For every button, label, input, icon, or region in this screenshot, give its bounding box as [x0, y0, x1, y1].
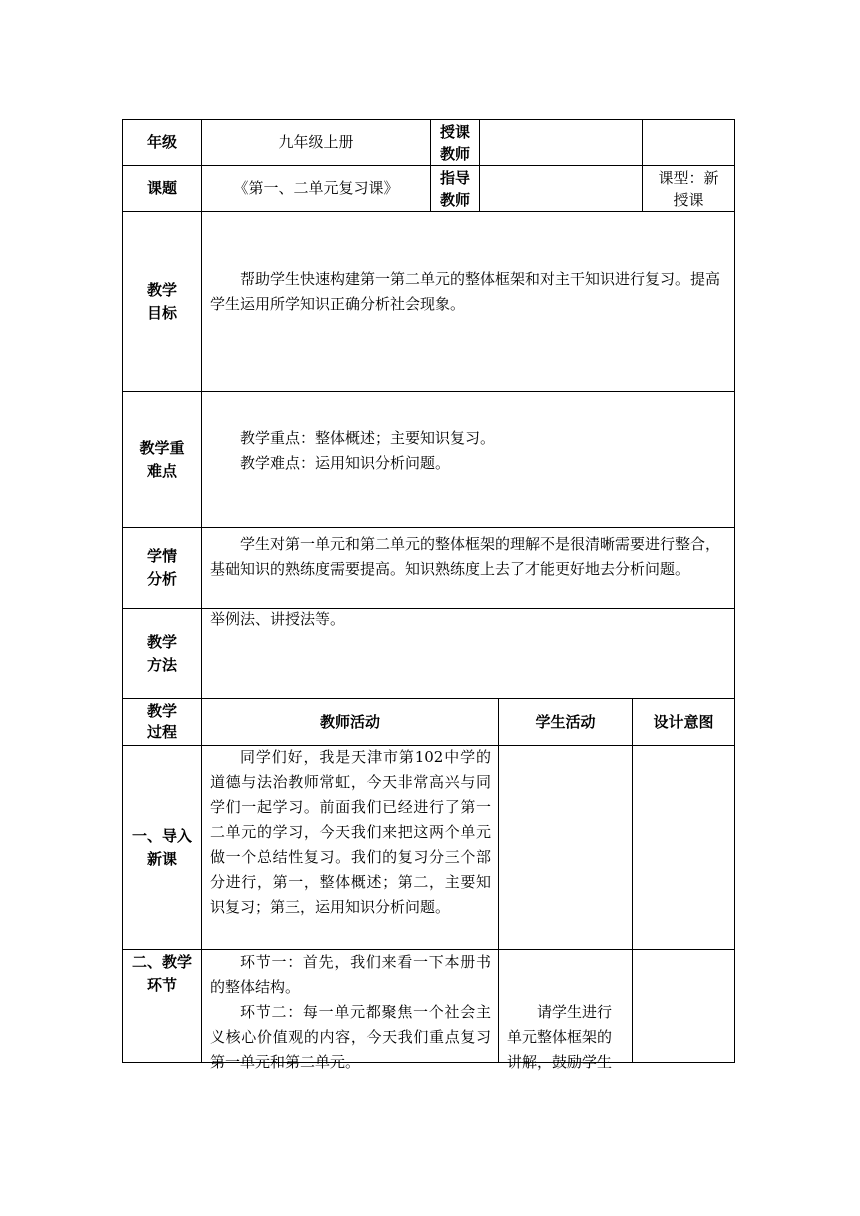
methods-label: 教学方法 [146, 632, 177, 674]
design-intent-header: 设计意图 [653, 712, 714, 731]
guide-teacher-value [480, 166, 642, 211]
section2-label: 二、教学环节 [131, 953, 192, 994]
section1-teacher-activity: 同学们好，我是天津市第102中学的道德与法治教师常虹，今天非常高兴与同学们一起学习。前面我们已经进行了第一二单元的学习，今天我们来把这两个单元做一个总结性复习。我们的复习分三个部分进行，第一，整体概述；第二，主要知识复习；第三，运用知识分析问题。 [210, 748, 491, 916]
methods-text: 举例法、讲授法等。 [210, 610, 346, 628]
key-points-content [202, 426, 734, 476]
key-point-main: 教学重点：整体概述；主要知识复习。 [240, 429, 496, 447]
section1-student-activity [499, 746, 632, 949]
analysis-text: 学生对第一单元和第二单元的整体框架的理解不是很清晰需要进行整合，基础知识的熟练度需要提高。知识熟练度上去了才能更好地去分析问题。 [210, 535, 721, 578]
process-label: 教学过程 [146, 702, 177, 741]
topic-label: 课题 [146, 179, 177, 197]
grade-label: 年级 [146, 133, 177, 151]
grade-extra-value [643, 120, 734, 165]
grade-value: 九年级上册 [278, 133, 354, 151]
lesson-type: 课型：新授课 [658, 168, 719, 209]
key-points-label: 教学重难点 [139, 438, 185, 480]
topic-value: 《第一、二单元复习课》 [233, 179, 399, 197]
teacher-activity-header: 教师活动 [319, 712, 380, 731]
section2-design-intent [633, 950, 734, 1062]
section1-design-intent [633, 746, 734, 949]
section2-teacher-activity [202, 950, 498, 1075]
objectives-label: 教学目标 [146, 280, 177, 322]
section2-student-activity: 请学生进行单元整体框架的讲解，鼓励学生 [507, 1003, 613, 1071]
section2-step2: 环节二：每一单元都聚焦一个社会主义核心价值观的内容，今天我们重点复习第一单元和第二单元。 [210, 1003, 491, 1071]
section2-step1: 环节一：首先，我们来看一下本册书的整体结构。 [210, 953, 491, 996]
objectives-text: 帮助学生快速构建第一第二单元的整体框架和对主干知识进行复习。提高学生运用所学知识正确分析社会现象。 [210, 270, 721, 313]
section1-label: 一、导入新课 [131, 826, 192, 868]
analysis-label: 学情分析 [146, 547, 177, 588]
key-point-difficult: 教学难点：运用知识分析问题。 [240, 454, 451, 472]
teacher-value [480, 120, 642, 165]
student-activity-header: 学生活动 [535, 712, 596, 731]
teacher-label: 授课教师 [439, 122, 470, 163]
guide-teacher-label: 指导教师 [439, 168, 470, 209]
